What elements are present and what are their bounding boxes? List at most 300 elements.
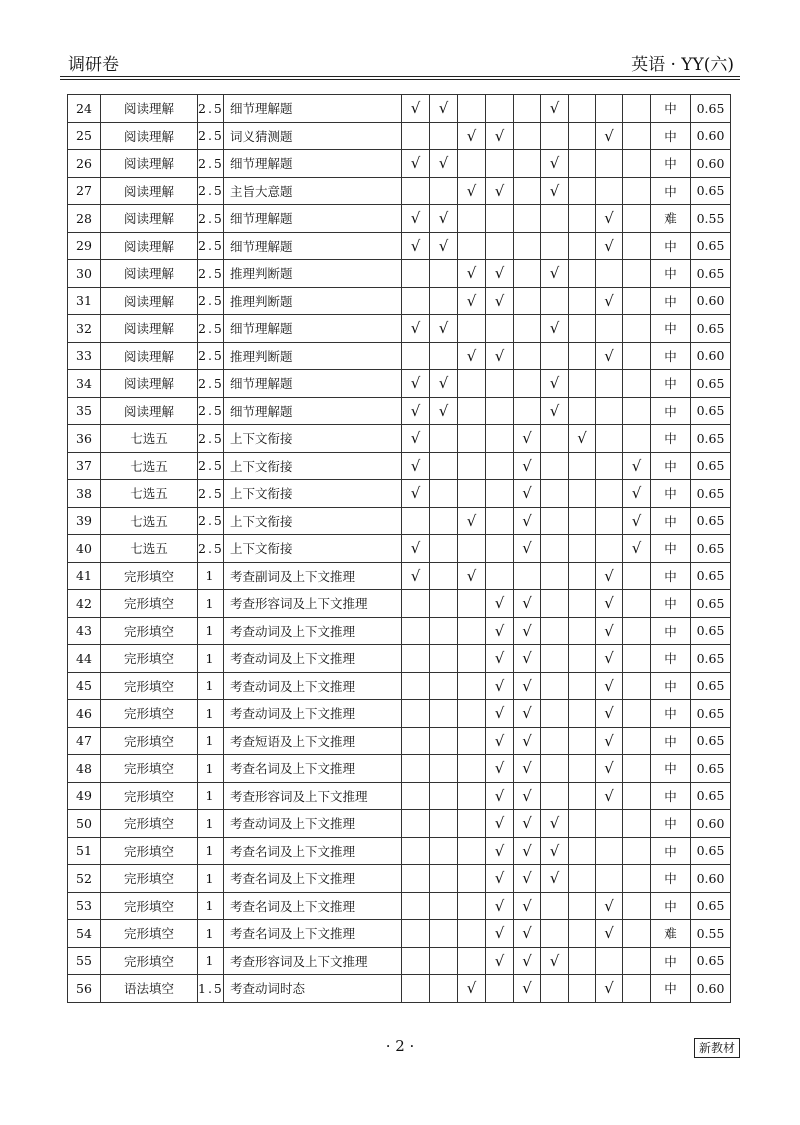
check-cell	[596, 150, 623, 178]
check-cell	[569, 562, 596, 590]
check-cell	[569, 700, 596, 728]
score-cell: 2.5	[198, 177, 224, 205]
check-cell: √	[596, 700, 623, 728]
difficulty-cell: 中	[651, 617, 691, 645]
check-cell	[430, 645, 458, 673]
check-cell	[514, 150, 541, 178]
check-cell	[541, 562, 569, 590]
check-cell: √	[596, 122, 623, 150]
check-cell	[430, 920, 458, 948]
difficulty-cell: 中	[651, 507, 691, 535]
check-cell: √	[541, 397, 569, 425]
check-cell	[623, 892, 651, 920]
difficulty-cell: 中	[651, 425, 691, 453]
difficulty-value-cell: 0.55	[691, 205, 731, 233]
question-number-cell: 35	[68, 397, 101, 425]
check-cell	[458, 727, 486, 755]
check-cell	[402, 700, 430, 728]
check-cell: √	[430, 397, 458, 425]
difficulty-cell: 中	[651, 232, 691, 260]
difficulty-cell: 中	[651, 370, 691, 398]
difficulty-value-cell: 0.60	[691, 810, 731, 838]
check-cell	[402, 727, 430, 755]
difficulty-cell: 中	[651, 755, 691, 783]
knowledge-point-cell: 考查动词时态	[224, 975, 402, 1003]
question-type-cell: 语法填空	[101, 975, 198, 1003]
check-cell	[486, 452, 514, 480]
question-type-cell: 完形填空	[101, 892, 198, 920]
difficulty-value-cell: 0.65	[691, 370, 731, 398]
question-number-cell: 56	[68, 975, 101, 1003]
difficulty-value-cell: 0.65	[691, 755, 731, 783]
score-cell: 1	[198, 755, 224, 783]
check-cell	[623, 837, 651, 865]
check-cell	[596, 260, 623, 288]
knowledge-point-cell: 细节理解题	[224, 232, 402, 260]
check-cell	[623, 755, 651, 783]
difficulty-cell: 中	[651, 947, 691, 975]
check-cell	[541, 205, 569, 233]
check-cell: √	[486, 645, 514, 673]
score-cell: 2.5	[198, 260, 224, 288]
check-cell	[514, 95, 541, 123]
check-cell: √	[514, 535, 541, 563]
check-cell	[458, 672, 486, 700]
check-cell: √	[486, 177, 514, 205]
difficulty-cell: 难	[651, 205, 691, 233]
table-row	[68, 810, 731, 838]
check-cell	[458, 590, 486, 618]
knowledge-point-cell: 上下文衔接	[224, 480, 402, 508]
difficulty-cell: 中	[651, 975, 691, 1003]
knowledge-point-cell: 考查短语及上下文推理	[224, 727, 402, 755]
check-cell	[486, 315, 514, 343]
check-cell: √	[430, 205, 458, 233]
check-cell	[569, 260, 596, 288]
difficulty-cell: 中	[651, 837, 691, 865]
difficulty-value-cell: 0.65	[691, 315, 731, 343]
check-cell	[541, 590, 569, 618]
check-cell: √	[569, 425, 596, 453]
check-cell: √	[623, 480, 651, 508]
difficulty-cell: 中	[651, 315, 691, 343]
question-number-cell: 34	[68, 370, 101, 398]
check-cell	[541, 975, 569, 1003]
question-type-cell: 完形填空	[101, 865, 198, 893]
table-row	[68, 727, 731, 755]
check-cell	[514, 260, 541, 288]
difficulty-value-cell: 0.65	[691, 892, 731, 920]
check-cell	[569, 370, 596, 398]
check-cell	[623, 562, 651, 590]
knowledge-point-cell: 推理判断题	[224, 260, 402, 288]
check-cell	[623, 617, 651, 645]
question-type-cell: 完形填空	[101, 590, 198, 618]
check-cell	[569, 865, 596, 893]
difficulty-cell: 中	[651, 782, 691, 810]
check-cell	[569, 920, 596, 948]
score-cell: 1	[198, 617, 224, 645]
check-cell	[623, 150, 651, 178]
check-cell	[569, 287, 596, 315]
difficulty-value-cell: 0.65	[691, 617, 731, 645]
score-cell: 1	[198, 947, 224, 975]
check-cell: √	[486, 590, 514, 618]
check-cell: √	[514, 507, 541, 535]
check-cell: √	[514, 672, 541, 700]
question-analysis-table	[67, 94, 731, 1003]
check-cell	[514, 122, 541, 150]
check-cell	[569, 782, 596, 810]
check-cell	[623, 645, 651, 673]
check-cell: √	[596, 205, 623, 233]
check-cell: √	[486, 617, 514, 645]
difficulty-cell: 中	[651, 810, 691, 838]
check-cell	[486, 150, 514, 178]
check-cell	[514, 232, 541, 260]
table-row	[68, 315, 731, 343]
knowledge-point-cell: 推理判断题	[224, 287, 402, 315]
check-cell	[623, 727, 651, 755]
check-cell	[541, 617, 569, 645]
table-row	[68, 947, 731, 975]
check-cell	[458, 535, 486, 563]
table-row	[68, 920, 731, 948]
question-number-cell: 40	[68, 535, 101, 563]
page-header	[60, 46, 740, 76]
difficulty-cell: 难	[651, 920, 691, 948]
question-type-cell: 七选五	[101, 452, 198, 480]
question-type-cell: 七选五	[101, 480, 198, 508]
check-cell	[430, 672, 458, 700]
check-cell: √	[596, 562, 623, 590]
check-cell	[596, 837, 623, 865]
check-cell	[430, 975, 458, 1003]
check-cell	[486, 370, 514, 398]
check-cell: √	[458, 342, 486, 370]
difficulty-value-cell: 0.65	[691, 562, 731, 590]
check-cell	[569, 535, 596, 563]
question-type-cell: 完形填空	[101, 782, 198, 810]
check-cell	[569, 342, 596, 370]
score-cell: 1	[198, 672, 224, 700]
check-cell	[486, 95, 514, 123]
table-row	[68, 342, 731, 370]
check-cell	[402, 260, 430, 288]
check-cell: √	[541, 177, 569, 205]
knowledge-point-cell: 细节理解题	[224, 370, 402, 398]
table-row	[68, 232, 731, 260]
table-row	[68, 535, 731, 563]
check-cell	[541, 232, 569, 260]
knowledge-point-cell: 词义猜测题	[224, 122, 402, 150]
check-cell	[541, 480, 569, 508]
score-cell: 1	[198, 727, 224, 755]
question-number-cell: 53	[68, 892, 101, 920]
check-cell	[458, 95, 486, 123]
check-cell	[569, 177, 596, 205]
question-type-cell: 阅读理解	[101, 397, 198, 425]
score-cell: 2.5	[198, 425, 224, 453]
check-cell	[402, 975, 430, 1003]
table-row	[68, 892, 731, 920]
check-cell	[458, 397, 486, 425]
check-cell	[514, 177, 541, 205]
check-cell: √	[596, 975, 623, 1003]
check-cell	[458, 865, 486, 893]
question-type-cell: 完形填空	[101, 920, 198, 948]
check-cell	[541, 425, 569, 453]
page-number: · 2 ·	[385, 1037, 415, 1055]
check-cell	[569, 755, 596, 783]
table-row	[68, 507, 731, 535]
score-cell: 2.5	[198, 535, 224, 563]
knowledge-point-cell: 推理判断题	[224, 342, 402, 370]
check-cell: √	[596, 782, 623, 810]
table-row	[68, 452, 731, 480]
check-cell	[430, 342, 458, 370]
check-cell	[458, 205, 486, 233]
check-cell	[623, 122, 651, 150]
check-cell	[430, 782, 458, 810]
question-type-cell: 阅读理解	[101, 232, 198, 260]
difficulty-cell: 中	[651, 892, 691, 920]
check-cell	[430, 617, 458, 645]
difficulty-cell: 中	[651, 865, 691, 893]
check-cell	[623, 975, 651, 1003]
question-number-cell: 25	[68, 122, 101, 150]
knowledge-point-cell: 考查名词及上下文推理	[224, 865, 402, 893]
check-cell	[623, 397, 651, 425]
difficulty-value-cell: 0.60	[691, 122, 731, 150]
check-cell	[569, 122, 596, 150]
check-cell: √	[514, 645, 541, 673]
difficulty-cell: 中	[651, 700, 691, 728]
table-row	[68, 975, 731, 1003]
check-cell	[430, 452, 458, 480]
check-cell	[402, 617, 430, 645]
check-cell	[569, 232, 596, 260]
check-cell	[569, 480, 596, 508]
check-cell	[430, 425, 458, 453]
check-cell	[486, 480, 514, 508]
score-cell: 2.5	[198, 342, 224, 370]
check-cell	[541, 287, 569, 315]
score-cell: 1	[198, 810, 224, 838]
question-number-cell: 27	[68, 177, 101, 205]
table-row	[68, 617, 731, 645]
difficulty-value-cell: 0.60	[691, 865, 731, 893]
check-cell: √	[596, 617, 623, 645]
check-cell	[402, 837, 430, 865]
question-type-cell: 完形填空	[101, 810, 198, 838]
check-cell: √	[514, 892, 541, 920]
check-cell	[402, 920, 430, 948]
table-row	[68, 177, 731, 205]
table-row	[68, 837, 731, 865]
question-number-cell: 39	[68, 507, 101, 535]
check-cell	[402, 810, 430, 838]
check-cell	[623, 232, 651, 260]
check-cell: √	[541, 837, 569, 865]
check-cell	[402, 287, 430, 315]
check-cell: √	[402, 480, 430, 508]
check-cell	[430, 727, 458, 755]
question-number-cell: 24	[68, 95, 101, 123]
check-cell	[541, 700, 569, 728]
score-cell: 1	[198, 700, 224, 728]
check-cell	[402, 865, 430, 893]
table-row	[68, 672, 731, 700]
knowledge-point-cell: 考查动词及上下文推理	[224, 810, 402, 838]
check-cell	[430, 122, 458, 150]
check-cell	[458, 232, 486, 260]
question-number-cell: 42	[68, 590, 101, 618]
knowledge-point-cell: 考查动词及上下文推理	[224, 645, 402, 673]
question-type-cell: 完形填空	[101, 617, 198, 645]
difficulty-value-cell: 0.65	[691, 727, 731, 755]
check-cell: √	[514, 617, 541, 645]
check-cell: √	[514, 975, 541, 1003]
check-cell	[623, 425, 651, 453]
check-cell	[430, 837, 458, 865]
check-cell	[623, 920, 651, 948]
score-cell: 1	[198, 782, 224, 810]
check-cell	[541, 755, 569, 783]
check-cell: √	[402, 370, 430, 398]
check-cell: √	[458, 260, 486, 288]
check-cell: √	[596, 892, 623, 920]
question-type-cell: 七选五	[101, 535, 198, 563]
check-cell	[596, 177, 623, 205]
check-cell: √	[486, 672, 514, 700]
question-number-cell: 26	[68, 150, 101, 178]
difficulty-cell: 中	[651, 287, 691, 315]
difficulty-cell: 中	[651, 397, 691, 425]
knowledge-point-cell: 主旨大意题	[224, 177, 402, 205]
check-cell	[402, 507, 430, 535]
check-cell	[569, 315, 596, 343]
question-number-cell: 37	[68, 452, 101, 480]
check-cell	[486, 535, 514, 563]
score-cell: 2.5	[198, 150, 224, 178]
check-cell	[402, 782, 430, 810]
table-body	[68, 95, 731, 1003]
check-cell	[430, 480, 458, 508]
question-type-cell: 完形填空	[101, 700, 198, 728]
question-type-cell: 完形填空	[101, 947, 198, 975]
table-row	[68, 370, 731, 398]
check-cell	[569, 810, 596, 838]
difficulty-cell: 中	[651, 177, 691, 205]
check-cell: √	[402, 150, 430, 178]
difficulty-value-cell: 0.65	[691, 535, 731, 563]
check-cell: √	[596, 232, 623, 260]
check-cell	[569, 727, 596, 755]
table-row	[68, 645, 731, 673]
check-cell	[596, 370, 623, 398]
score-cell: 2.5	[198, 95, 224, 123]
difficulty-value-cell: 0.65	[691, 672, 731, 700]
difficulty-value-cell: 0.65	[691, 837, 731, 865]
check-cell	[596, 452, 623, 480]
check-cell	[623, 810, 651, 838]
check-cell	[541, 342, 569, 370]
check-cell	[569, 95, 596, 123]
table-row	[68, 260, 731, 288]
check-cell	[486, 507, 514, 535]
check-cell	[541, 892, 569, 920]
check-cell	[458, 782, 486, 810]
check-cell: √	[430, 370, 458, 398]
check-cell	[514, 370, 541, 398]
check-cell	[596, 535, 623, 563]
difficulty-cell: 中	[651, 342, 691, 370]
knowledge-point-cell: 细节理解题	[224, 95, 402, 123]
knowledge-point-cell: 考查名词及上下文推理	[224, 837, 402, 865]
table-row	[68, 397, 731, 425]
knowledge-point-cell: 考查形容词及上下文推理	[224, 947, 402, 975]
check-cell: √	[486, 287, 514, 315]
check-cell	[623, 672, 651, 700]
check-cell	[569, 507, 596, 535]
check-cell: √	[486, 947, 514, 975]
check-cell	[623, 315, 651, 343]
knowledge-point-cell: 考查名词及上下文推理	[224, 755, 402, 783]
header-rule	[60, 76, 740, 77]
check-cell	[541, 452, 569, 480]
header-rule-thin	[60, 79, 740, 80]
table-row	[68, 562, 731, 590]
check-cell	[458, 947, 486, 975]
check-cell	[430, 947, 458, 975]
check-cell: √	[514, 452, 541, 480]
score-cell: 1	[198, 837, 224, 865]
question-type-cell: 阅读理解	[101, 287, 198, 315]
check-cell	[596, 947, 623, 975]
check-cell	[623, 370, 651, 398]
check-cell	[430, 810, 458, 838]
check-cell: √	[541, 260, 569, 288]
table-row	[68, 590, 731, 618]
score-cell: 1	[198, 645, 224, 673]
check-cell	[514, 205, 541, 233]
table-row	[68, 865, 731, 893]
check-cell: √	[458, 287, 486, 315]
question-number-cell: 50	[68, 810, 101, 838]
check-cell	[541, 535, 569, 563]
table-row	[68, 287, 731, 315]
check-cell	[541, 920, 569, 948]
knowledge-point-cell: 细节理解题	[224, 397, 402, 425]
check-cell	[458, 700, 486, 728]
check-cell: √	[514, 755, 541, 783]
check-cell	[458, 892, 486, 920]
check-cell	[569, 397, 596, 425]
check-cell	[596, 95, 623, 123]
check-cell: √	[541, 865, 569, 893]
difficulty-value-cell: 0.65	[691, 452, 731, 480]
question-type-cell: 阅读理解	[101, 315, 198, 343]
header-subject: 英语 · YY(六)	[631, 55, 734, 75]
question-type-cell: 阅读理解	[101, 95, 198, 123]
knowledge-point-cell: 考查名词及上下文推理	[224, 920, 402, 948]
check-cell	[458, 617, 486, 645]
score-cell: 2.5	[198, 452, 224, 480]
check-cell	[541, 782, 569, 810]
check-cell: √	[541, 315, 569, 343]
check-cell: √	[623, 452, 651, 480]
